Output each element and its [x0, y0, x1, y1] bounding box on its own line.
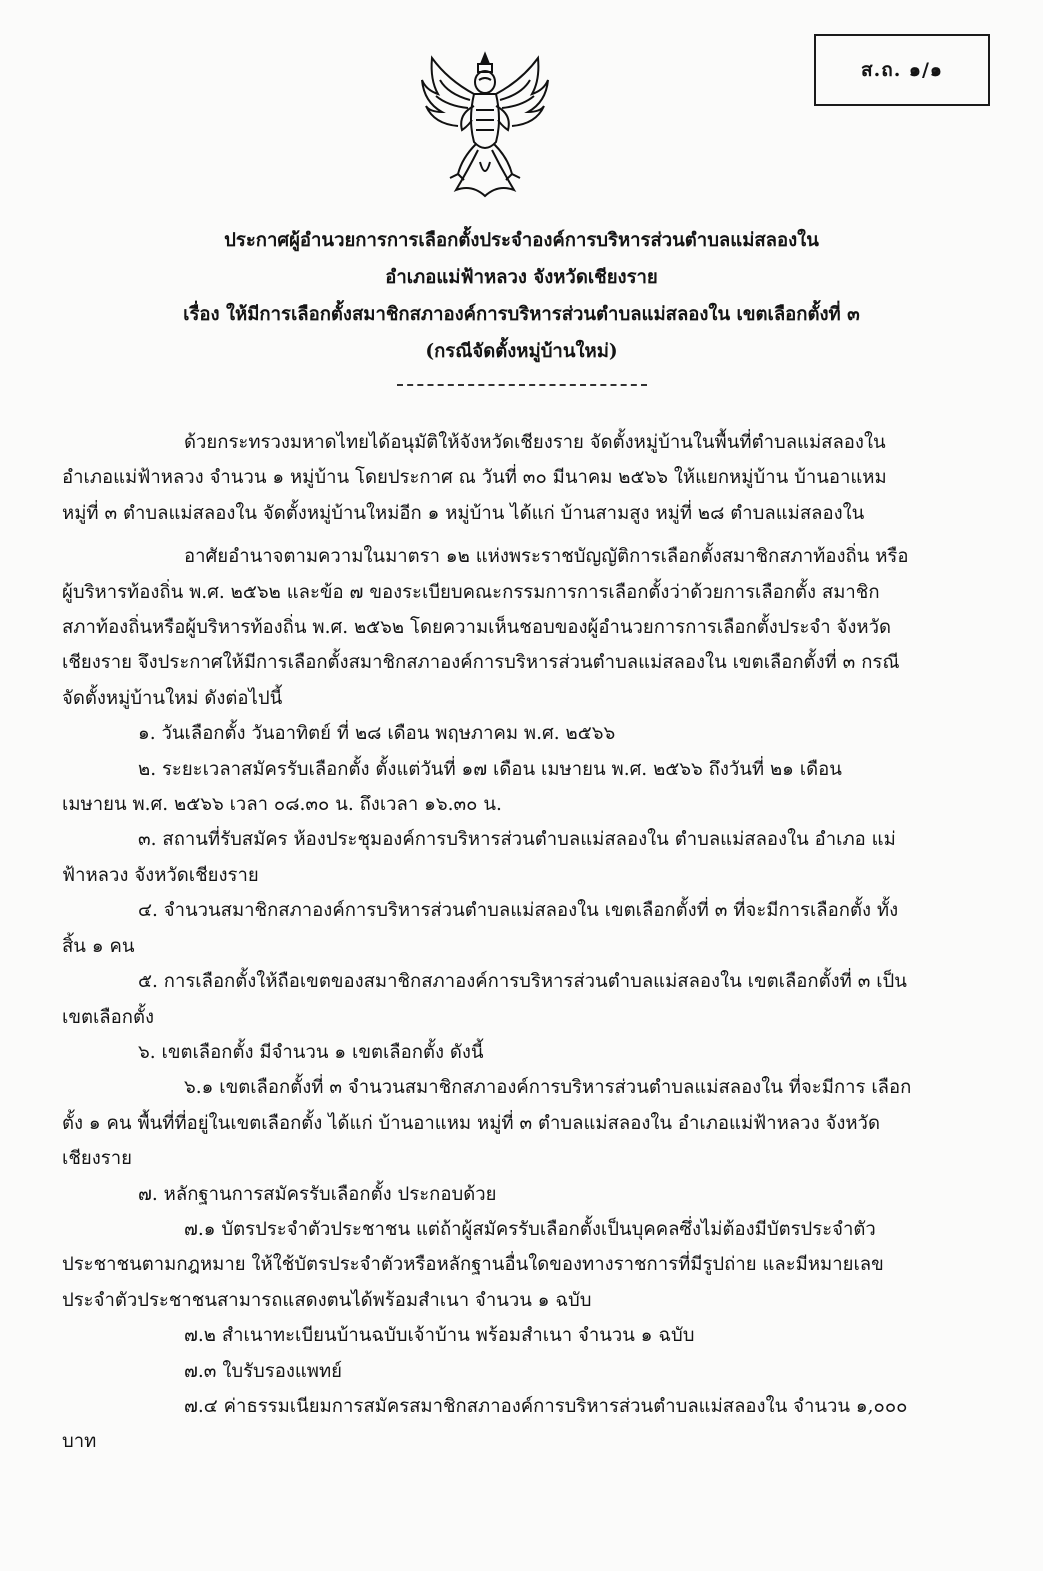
header-divider [397, 370, 647, 386]
item-member-count: ๔. จำนวนสมาชิกสภาองค์การบริหารส่วนตำบลแม่สลองใน เขตเลือกตั้งที่ ๓ ที่จะมีการเลือกตั้ง ทั้งสิ้น ๑ คน [62, 900, 899, 957]
garuda-emblem-icon [418, 50, 552, 200]
item-constituency-count: ๖. เขตเลือกตั้ง มีจำนวน ๑ เขตเลือกตั้ง ดังนี้ [138, 1041, 484, 1063]
announcement-header [60, 222, 983, 386]
paragraph-authority: อาศัยอำนาจตามความในมาตรา ๑๒ แห่งพระราชบัญญัติการเลือกตั้งสมาชิกสภาท้องถิ่น หรือผู้บริหารท้องถิ่น พ.ศ. ๒๕๖๒ และข้อ ๗ ของระเบียบคณะกรรมการการเลือกตั้งว่าด้วยการเลือกตั้ง สมาชิกสภาท้องถิ่นหรือผู้บริหารท้องถิ่น พ.ศ. ๒๕๖๒ โดยความเห็นชอบของผู้อำนวยการการเลือกตั้งประจำ จังหวัดเชียงราย จึงประกาศให้มีการเลือกตั้งสมาชิกสภาองค์การบริหารส่วนตำบลแม่สลองใน เขตเลือกตั้งที่ ๓ กรณีจัดตั้งหมู่บ้านใหม่ ดังต่อไปนี้ [62, 546, 909, 709]
header-subject-line: เรื่อง ให้มีการเลือกตั้งสมาชิกสภาองค์การบริหารส่วนตำบลแม่สลองใน เขตเลือกตั้งที่ ๓ [183, 304, 860, 325]
header-title-line-2: อำเภอแม่ฟ้าหลวง จังหวัดเชียงราย [385, 267, 658, 288]
header-case-line: (กรณีจัดตั้งหมู่บ้านใหม่) [425, 341, 618, 362]
item-constituency-basis: ๕. การเลือกตั้งให้ถือเขตของสมาชิกสภาองค์การบริหารส่วนตำบลแม่สลองใน เขตเลือกตั้งที่ ๓ เป็นเขตเลือกตั้ง [62, 971, 907, 1028]
announcement-body [62, 425, 912, 1460]
item-required-documents: ๗. หลักฐานการสมัครรับเลือกตั้ง ประกอบด้วย [138, 1183, 497, 1205]
paragraph-background: ด้วยกระทรวงมหาดไทยได้อนุมัติให้จังหวัดเชียงราย จัดตั้งหมู่บ้านในพื้นที่ตำบลแม่สลองใน อำเภอแม่ฟ้าหลวง จำนวน ๑ หมู่บ้าน โดยประกาศ ณ วันที่ ๓๐ มีนาคม ๒๕๖๖ ให้แยกหมู่บ้าน บ้านอาแหม หมู่ที่ ๓ ตำบลแม่สลองใน จัดตั้งหมู่บ้านใหม่อีก ๑ หมู่บ้าน ได้แก่ บ้านสามสูง หมู่ที่ ๒๘ ตำบลแม่สลองใน [62, 432, 887, 524]
item-application-period: ๒. ระยะเวลาสมัครรับเลือกตั้ง ตั้งแต่วันที่ ๑๗ เดือน เมษายน พ.ศ. ๒๕๖๖ ถึงวันที่ ๒๑ เดือน เมษายน พ.ศ. ๒๕๖๖ เวลา ๐๘.๓๐ น. ถึงเวลา ๑๖.๓๐ น. [62, 758, 842, 816]
item-election-date: ๑. วันเลือกตั้ง วันอาทิตย์ ที่ ๒๘ เดือน พฤษภาคม พ.ศ. ๒๕๖๖ [138, 723, 616, 745]
item-medical-certificate: ๗.๓ ใบรับรองแพทย์ [184, 1360, 343, 1382]
header-title-line-1: ประกาศผู้อำนวยการการเลือกตั้งประจำองค์การบริหารส่วนตำบลแม่สลองใน [224, 230, 819, 251]
form-code-box: ส.ถ. ๑/๑ [814, 34, 990, 106]
item-application-venue: ๓. สถานที่รับสมัคร ห้องประชุมองค์การบริหารส่วนตำบลแม่สลองใน ตำบลแม่สลองใน อำเภอ แม่ฟ้าหลวง จังหวัดเชียงราย [62, 829, 896, 886]
item-id-card: ๗.๑ บัตรประจำตัวประชาชน แต่ถ้าผู้สมัครรับเลือกตั้งเป็นบุคคลซึ่งไม่ต้องมีบัตรประจำตัว ประชาชนตามกฎหมาย ให้ใช้บัตรประจำตัวหรือหลักฐานอื่นใดของทางราชการที่มีรูปถ่าย และมีหมายเลข ประจำตัวประชาชนสามารถแสดงตนได้พร้อมสำเนา จำนวน ๑ ฉบับ [62, 1218, 884, 1311]
item-constituency-3-detail: ๖.๑ เขตเลือกตั้งที่ ๓ จำนวนสมาชิกสภาองค์การบริหารส่วนตำบลแม่สลองใน ที่จะมีการ เลือกตั้ง ๑ คน พื้นที่ที่อยู่ในเขตเลือกตั้ง ได้แก่ บ้านอาแหม หมู่ที่ ๓ ตำบลแม่สลองใน อำเภอแม่ฟ้าหลวง จังหวัดเชียงราย [62, 1077, 912, 1170]
item-house-registration: ๗.๒ สำเนาทะเบียนบ้านฉบับเจ้าบ้าน พร้อมสำเนา จำนวน ๑ ฉบับ [184, 1325, 695, 1347]
item-application-fee: ๗.๔ ค่าธรรมเนียมการสมัครสมาชิกสภาองค์การบริหารส่วนตำบลแม่สลองใน จำนวน ๑,๐๐๐ บาท [62, 1395, 908, 1453]
